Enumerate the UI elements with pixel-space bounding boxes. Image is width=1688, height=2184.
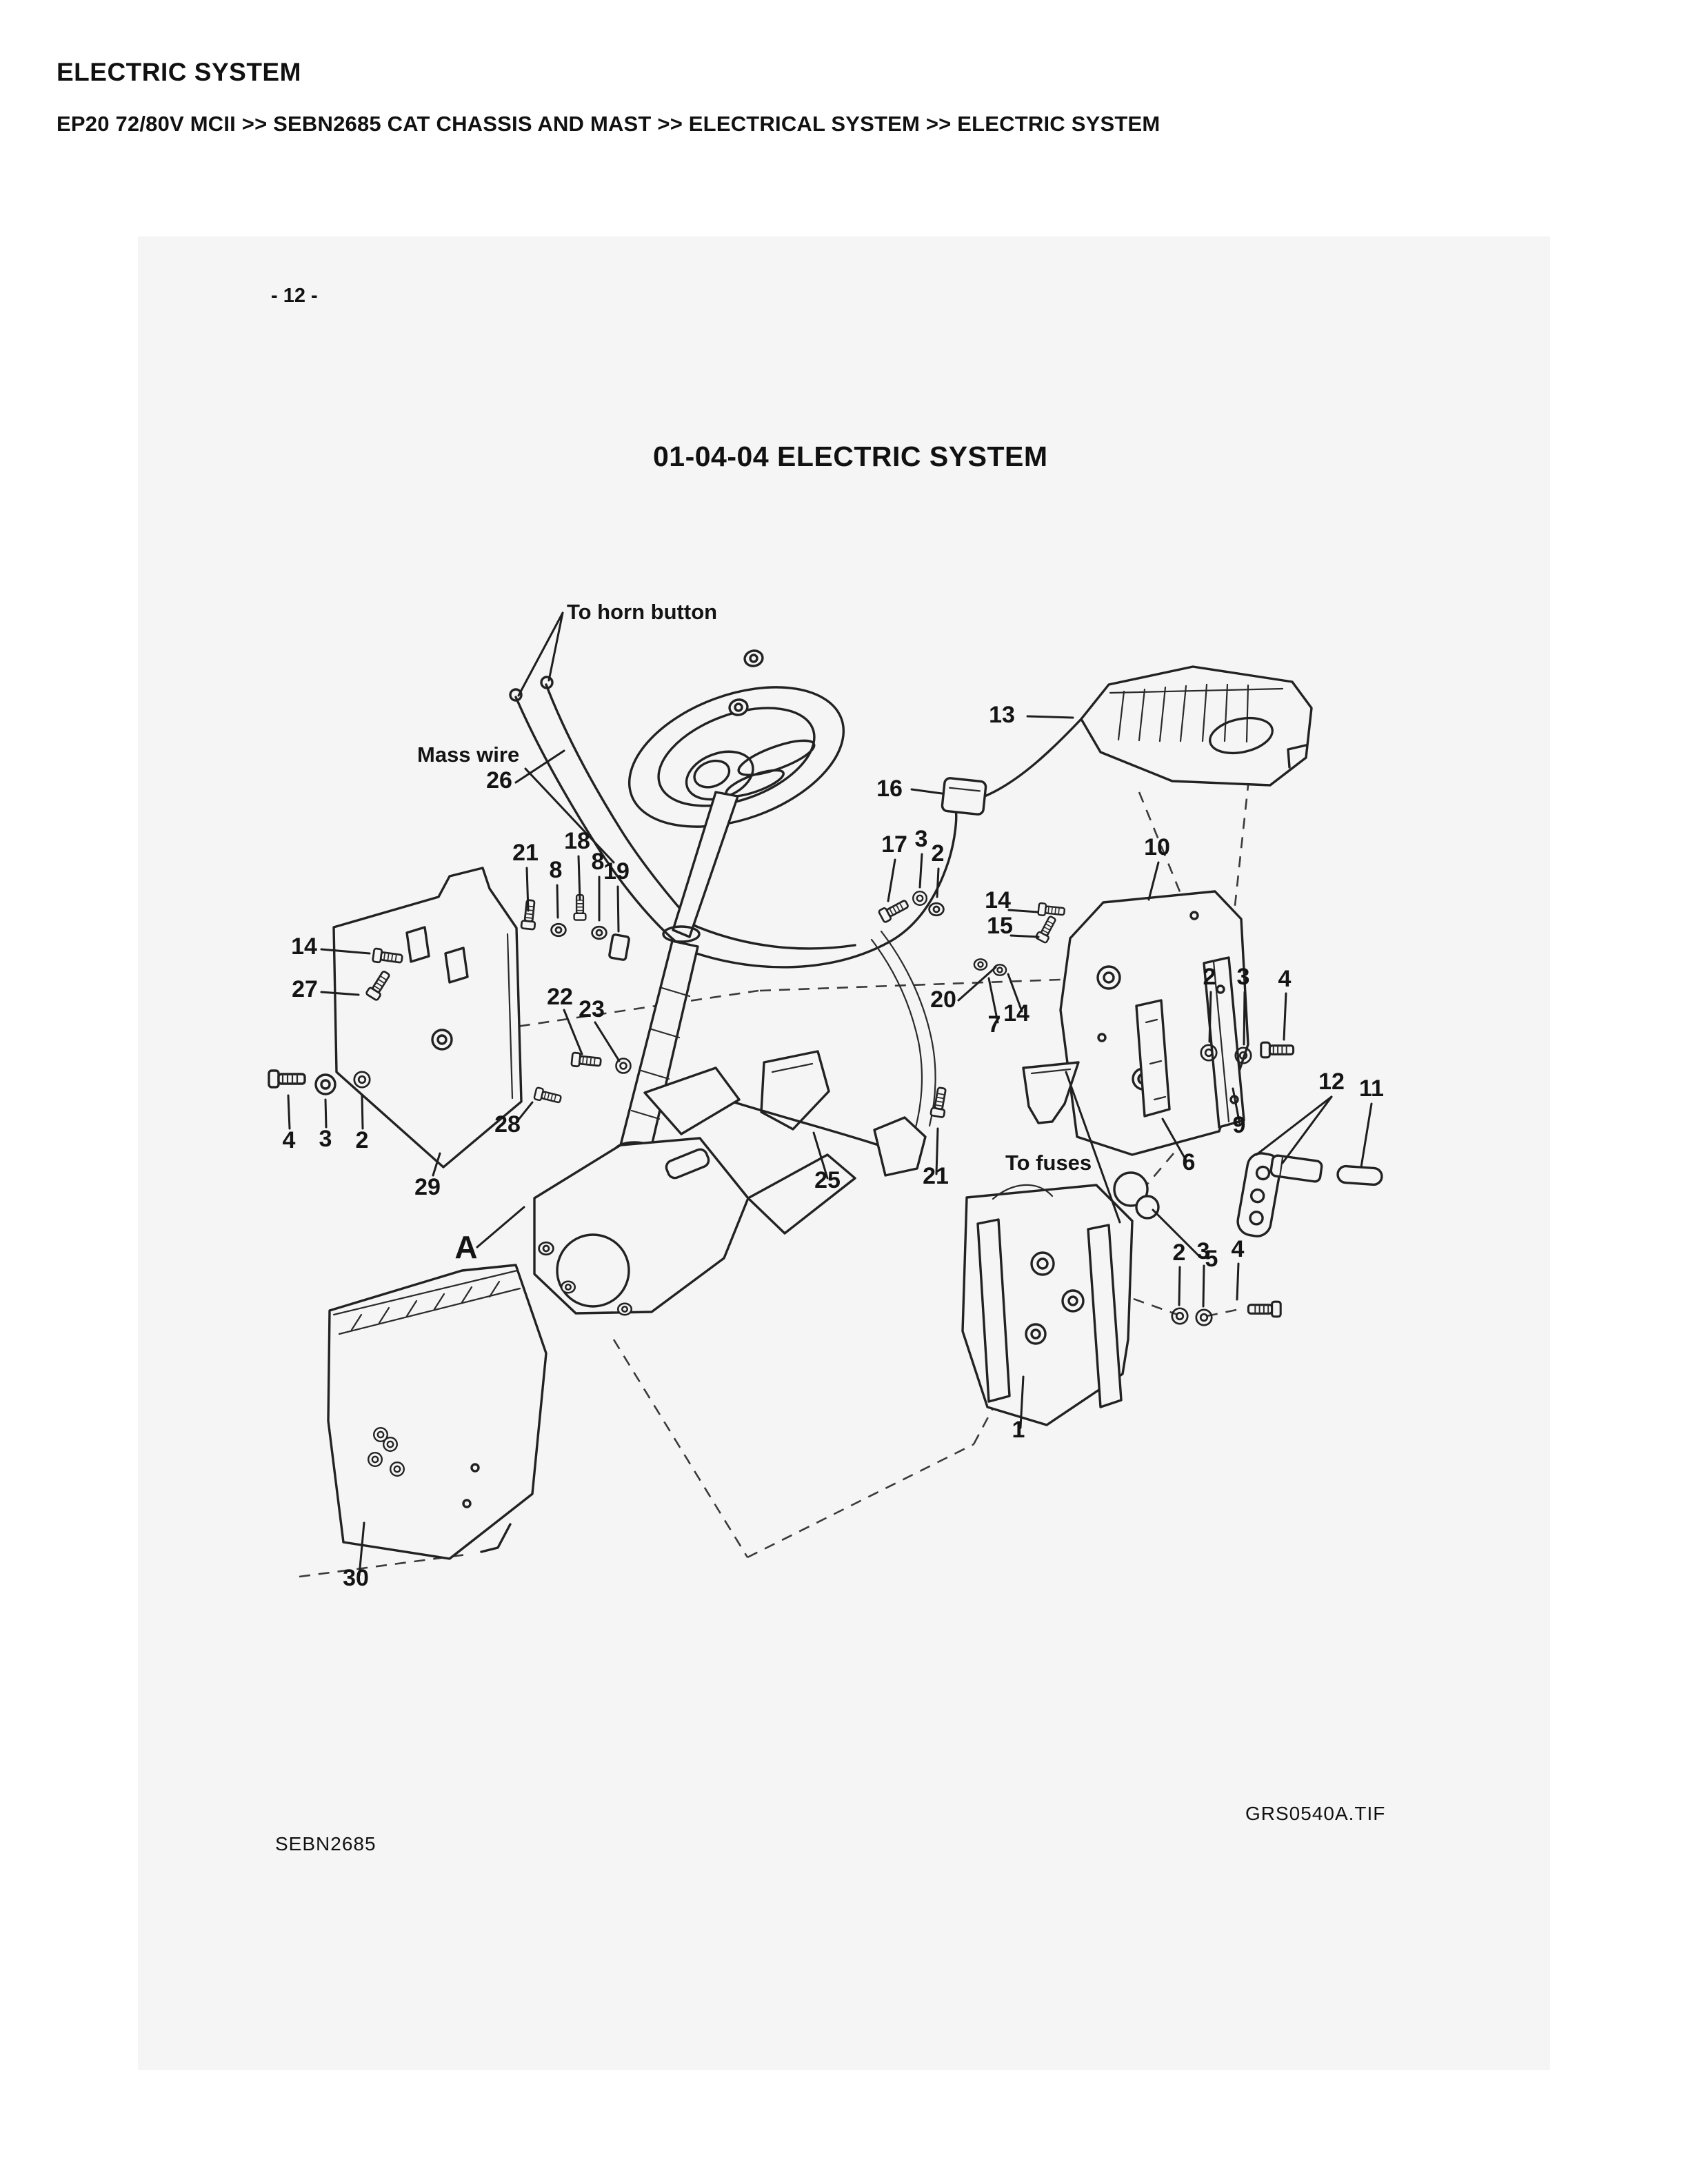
leader-line bbox=[1284, 993, 1286, 1040]
part-label: 3 bbox=[1196, 1238, 1210, 1264]
leader-line bbox=[1179, 1267, 1180, 1305]
leader-line bbox=[618, 887, 619, 931]
part-label: 20 bbox=[930, 987, 956, 1013]
part-label: 3 bbox=[319, 1126, 332, 1152]
part-label: 30 bbox=[343, 1565, 369, 1591]
leader-line bbox=[937, 869, 938, 897]
part-label: To horn button bbox=[567, 600, 718, 624]
leader-line bbox=[549, 613, 563, 680]
leader-line bbox=[1244, 992, 1245, 1044]
part-label: 10 bbox=[1144, 834, 1170, 860]
part-label: 11 bbox=[1359, 1075, 1384, 1102]
leader-line bbox=[1027, 716, 1073, 718]
part-label: 8 bbox=[549, 857, 563, 883]
part-label: 26 bbox=[486, 767, 512, 793]
part-label: 21 bbox=[923, 1163, 949, 1189]
part-label: 14 bbox=[291, 933, 317, 960]
figure-page-number: - 12 - bbox=[271, 285, 318, 307]
leader-line bbox=[888, 860, 895, 901]
part-label: 23 bbox=[579, 996, 605, 1022]
part-label: 6 bbox=[1182, 1149, 1196, 1175]
leader-line bbox=[557, 885, 558, 918]
part-label: 4 bbox=[1278, 966, 1292, 992]
part-label: 17 bbox=[881, 831, 907, 858]
leader-line bbox=[1361, 1104, 1372, 1167]
leader-line bbox=[527, 868, 528, 911]
part-label: 14 bbox=[985, 887, 1011, 913]
part-label: 2 bbox=[1203, 964, 1216, 990]
part-label: 18 bbox=[564, 828, 590, 854]
part-label: A bbox=[454, 1229, 478, 1265]
part-label: 3 bbox=[1236, 964, 1250, 990]
part-label: 22 bbox=[547, 984, 573, 1010]
leader-line bbox=[1009, 910, 1038, 912]
part-label: 7 bbox=[987, 1011, 1001, 1038]
part-label: 27 bbox=[292, 976, 318, 1002]
figure-footer-doc-code: SEBN2685 bbox=[275, 1833, 376, 1854]
leader-line bbox=[1149, 862, 1158, 900]
leader-line bbox=[325, 1100, 326, 1127]
part-label: 28 bbox=[494, 1111, 521, 1138]
part-drawings bbox=[269, 649, 1383, 1559]
part-label: 2 bbox=[355, 1127, 369, 1153]
dash-line bbox=[614, 1339, 747, 1557]
leader-line bbox=[1209, 992, 1211, 1042]
page-title: ELECTRIC SYSTEM bbox=[57, 58, 301, 86]
part-label: 4 bbox=[1231, 1236, 1245, 1262]
part-label: 9 bbox=[1232, 1112, 1246, 1138]
dash-line bbox=[747, 1444, 974, 1557]
leader-line bbox=[579, 856, 580, 900]
part-label: 19 bbox=[603, 858, 630, 884]
part-label: 14 bbox=[1003, 1000, 1029, 1027]
exploded-parts-diagram bbox=[138, 236, 1550, 2070]
part-label: 12 bbox=[1318, 1069, 1345, 1095]
part-label: 21 bbox=[512, 840, 539, 866]
part-label: 3 bbox=[914, 826, 928, 852]
part-label: 15 bbox=[987, 913, 1013, 939]
leader-line bbox=[1203, 1266, 1204, 1306]
part-label: 2 bbox=[1172, 1240, 1186, 1266]
part-label: 13 bbox=[989, 702, 1015, 728]
dash-line bbox=[760, 978, 1098, 991]
part-label: 1 bbox=[1012, 1417, 1025, 1443]
leader-line bbox=[920, 854, 922, 887]
part-label: 25 bbox=[814, 1167, 841, 1193]
figure-panel bbox=[138, 236, 1550, 2070]
leader-line bbox=[1237, 1264, 1238, 1300]
breadcrumb: EP20 72/80V MCII >> SEBN2685 CAT CHASSIS AND MAST >> ELECTRICAL SYSTEM >> ELECTRIC SYSTEM bbox=[57, 112, 1160, 136]
figure-title: 01-04-04 ELECTRIC SYSTEM bbox=[653, 441, 1048, 472]
part-label: To fuses bbox=[1005, 1151, 1092, 1175]
part-label: Mass wire bbox=[417, 742, 520, 767]
leader-line bbox=[477, 1207, 524, 1247]
part-label: 29 bbox=[414, 1174, 441, 1200]
leader-line bbox=[912, 789, 942, 793]
leader-line bbox=[1011, 936, 1038, 937]
part-label: 4 bbox=[282, 1127, 296, 1153]
part-label: 16 bbox=[876, 776, 903, 802]
leader-line bbox=[595, 1022, 619, 1061]
leader-line bbox=[288, 1095, 290, 1129]
part-label: 5 bbox=[1205, 1246, 1218, 1272]
figure-footer-file-name: GRS0540A.TIF bbox=[1245, 1803, 1386, 1824]
part-label: 2 bbox=[931, 840, 945, 867]
leader-line bbox=[362, 1095, 363, 1129]
part-label: 8 bbox=[591, 849, 605, 875]
